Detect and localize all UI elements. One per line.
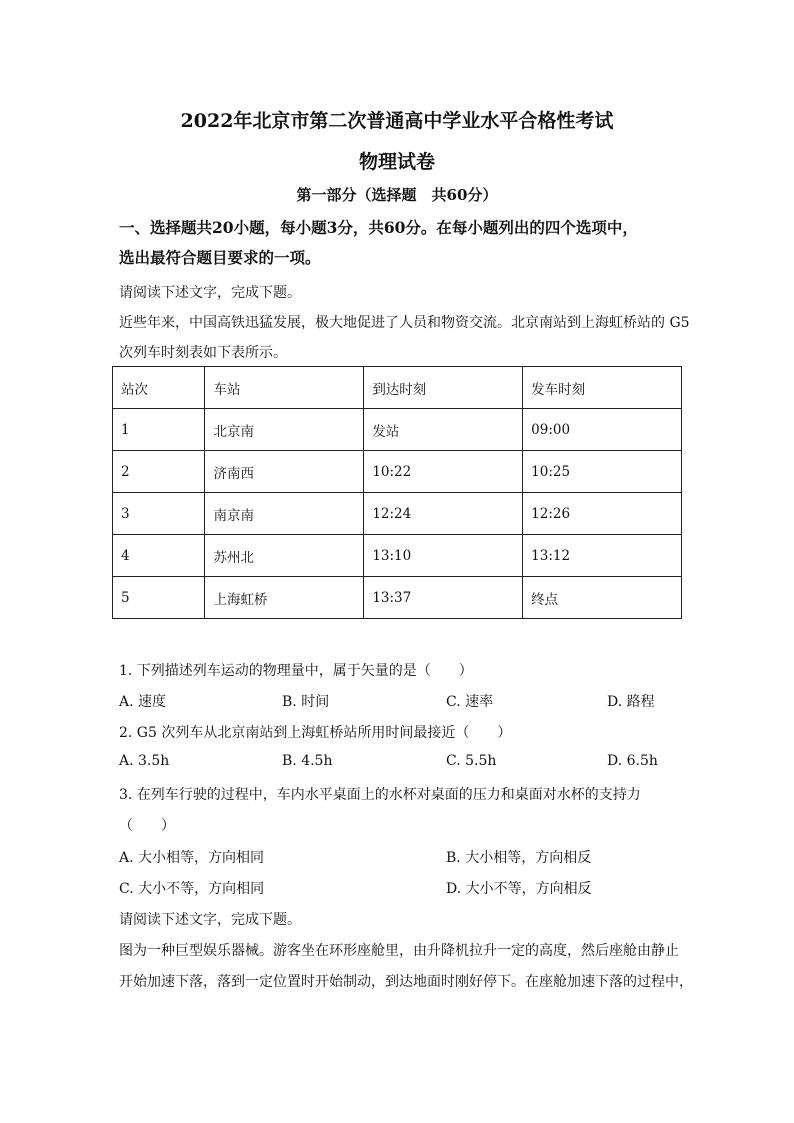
instruction-2: 请阅读下述文字，完成下题。 xyxy=(119,912,301,928)
passage-1-line2: 次列车时刻表如下表所示。 xyxy=(119,345,287,361)
instruction-1: 请阅读下述文字，完成下题。 xyxy=(119,285,301,301)
passage-2-line1: 图为一种巨型娱乐器械。游客坐在环形座舱里，由升降机拉升一定的高度，然后座舱由静止 xyxy=(119,943,679,959)
q3-option-a[interactable]: A. 大小相等，方向相同 xyxy=(119,850,265,866)
q2-option-a[interactable]: A. 3.5h xyxy=(119,753,170,769)
q1-option-c[interactable]: C. 速率 xyxy=(446,694,494,710)
table-cell: 南京南 xyxy=(205,493,364,535)
q2-option-d[interactable]: D. 6.5h xyxy=(607,753,658,769)
table-cell: 北京南 xyxy=(205,409,364,451)
header-cell: 车站 xyxy=(205,367,364,409)
q2-option-b[interactable]: B. 4.5h xyxy=(282,753,333,769)
table-row xyxy=(113,535,682,577)
table-row xyxy=(113,409,682,451)
table-cell: 1 xyxy=(113,409,205,451)
q2-option-c[interactable]: C. 5.5h xyxy=(446,753,497,769)
table-cell: 12:24 xyxy=(364,493,523,535)
train-timetable xyxy=(112,366,682,619)
table-cell: 济南西 xyxy=(205,451,364,493)
table-row xyxy=(113,577,682,619)
table-cell: 5 xyxy=(113,577,205,619)
q1-option-d[interactable]: D. 路程 xyxy=(607,694,655,710)
q3-option-c[interactable]: C. 大小不等，方向相同 xyxy=(119,881,265,897)
table-cell: 终点 xyxy=(523,577,682,619)
table-header-row xyxy=(113,367,682,409)
question-1-stem: 1. 下列描述列车运动的物理量中，属于矢量的是（ ） xyxy=(119,663,473,679)
exam-subtitle: 物理试卷 xyxy=(358,151,435,173)
table-cell: 4 xyxy=(113,535,205,577)
table-cell: 10:22 xyxy=(364,451,523,493)
header-cell: 发车时刻 xyxy=(523,367,682,409)
table-cell: 2 xyxy=(113,451,205,493)
table-cell: 13:10 xyxy=(364,535,523,577)
header-cell: 到达时刻 xyxy=(364,367,523,409)
section-heading-line2: 选出最符合题目要求的一项。 xyxy=(119,248,321,267)
table-cell: 苏州北 xyxy=(205,535,364,577)
table-cell: 13:37 xyxy=(364,577,523,619)
table-cell: 3 xyxy=(113,493,205,535)
table-cell: 发站 xyxy=(364,409,523,451)
q1-option-b[interactable]: B. 时间 xyxy=(282,694,330,710)
q3-option-b[interactable]: B. 大小相等，方向相反 xyxy=(446,850,592,866)
q1-option-a[interactable]: A. 速度 xyxy=(119,694,167,710)
question-3-stem: 3. 在列车行驶的过程中，车内水平桌面上的水杯对桌面的压力和桌面对水杯的支持力 xyxy=(119,787,641,803)
passage-1-line1: 近些年来，中国高铁迅猛发展，极大地促进了人员和物资交流。北京南站到上海虹桥站的 G5 xyxy=(119,315,690,331)
table-cell: 上海虹桥 xyxy=(205,577,364,619)
passage-2-line2: 开始加速下落，落到一定位置时开始制动，到达地面时刚好停下。在座舱加速下落的过程中， xyxy=(119,974,693,990)
part-heading: 第一部分（选择题 共60分） xyxy=(296,186,498,204)
table-cell: 12:26 xyxy=(523,493,682,535)
question-2-stem: 2. G5 次列车从北京南站到上海虹桥站所用时间最接近（ ） xyxy=(119,725,512,741)
section-heading-line1: 一、选择题共20小题，每小题3分，共60分。在每小题列出的四个选项中， xyxy=(119,218,638,237)
table-cell: 13:12 xyxy=(523,535,682,577)
table-cell: 09:00 xyxy=(523,409,682,451)
table-cell: 10:25 xyxy=(523,451,682,493)
table-row xyxy=(113,493,682,535)
exam-title: 2022年北京市第二次普通高中学业水平合格性考试 xyxy=(180,110,614,132)
table-row xyxy=(113,451,682,493)
header-cell: 站次 xyxy=(113,367,205,409)
question-3-stem-cont: （ ） xyxy=(119,818,175,834)
q3-option-d[interactable]: D. 大小不等，方向相反 xyxy=(446,881,592,897)
